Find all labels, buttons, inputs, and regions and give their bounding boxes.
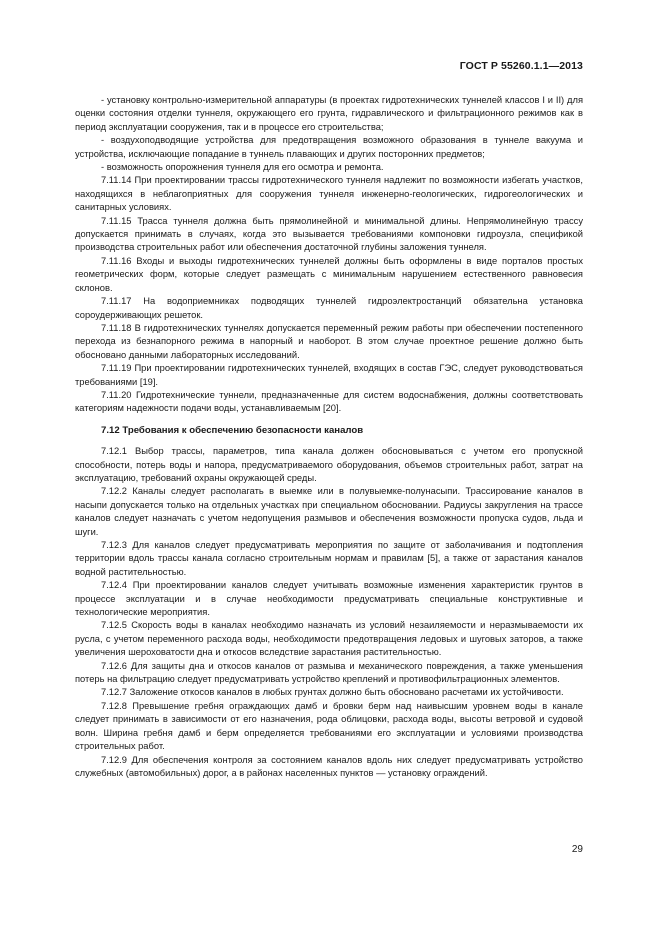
clause-7-11-19: 7.11.19 При проектировании гидротехнических туннелей, входящих в состав ГЭС, следует руководствоваться требованиями [19].	[75, 363, 583, 387]
clause-7-11-20: 7.11.20 Гидротехнические туннели, предназначенные для систем водоснабжения, должны соответствовать категориям надежности подачи воды, устанавливаемым [20].	[75, 389, 583, 414]
page-number: 29	[571, 844, 583, 855]
clause-7-12-3: 7.12.3 Для каналов следует предусматривать мероприятия по защите от заболачивания и подтопления территории вдоль трассы канала согласно строительным нормам и правилам [5], а также от зарастания каналов водной растительностью.	[75, 540, 583, 577]
clause-7-11-17: 7.11.17 На водоприемниках подводящих туннелей гидроэлектростанций обязательна установка сороудерживающих решеток.	[75, 296, 583, 320]
clause-7-12-7: 7.12.7 Заложение откосов каналов в любых грунтах должно быть обосновано расчетами их устойчивости.	[101, 687, 564, 698]
clause-7-12-1: 7.12.1 Выбор трассы, параметров, типа канала должен обосновываться с учетом его пропускной способности, потерь воды и напора, предусматриваемого оборудования, объемов строительных работ, затрат на эксплуатацию, требований охраны окружающей среды.	[75, 446, 583, 483]
section-heading: 7.12 Требования к обеспечению безопасности каналов	[101, 424, 364, 436]
clause-7-11-14: 7.11.14 При проектировании трассы гидротехнического туннеля надлежит по возможности избегать участков, находящихся в неблагоприятных для сооружения туннеля инженерно-геологических, гидрогеологических и санитарных условиях.	[75, 175, 583, 213]
clause-7-12-9: 7.12.9 Для обеспечения контроля за состоянием каналов вдоль них следует предусматривать устройство служебных (автомобильных) дорог, а в районах населенных пунктов — установку ограждений.	[75, 754, 583, 778]
clause-7-11-18: 7.11.18 В гидротехнических туннелях допускается переменный режим работы при обеспечении постепенного перехода из безнапорного режима в напорный и наоборот. В этом случае проектное решение должно быть обосновано данными лабораторных исследований.	[75, 322, 583, 360]
clause-7-11-15: 7.11.15 Трасса туннеля должна быть прямолинейной и минимальной длины. Непрямолинейную трассу допускается принимать в случаях, когда это вызывается требованиями компоновки гидроузла, спецификой производства строительных работ или обеспечения достаточной глубины заложения туннеля.	[75, 215, 583, 253]
clause-7-12-6: 7.12.6 Для защиты дна и откосов каналов от размыва и механического повреждения, а также уменьшения потерь на фильтрацию следует предусматривать устройство креплений и противофильтрационных элементов.	[75, 660, 583, 685]
list-item-air-supply: - воздухоподводящие устройства для предотвращения возможного образования в туннеле вакуума и устройства, исключающие попадание в туннель плавающих и других посторонних предметов;	[75, 135, 583, 159]
clause-7-12-5: 7.12.5 Скорость воды в каналах необходимо назначать из условий незаиляемости и неразмываемости их русла, с учетом переменного расхода воды, необходимости предотвращения ледовых и шуговых заторов, а также увеличения шероховатости дна и откосов вследствие зарастания растительностью.	[75, 620, 583, 658]
section-spacer	[75, 437, 583, 445]
clause-7-12-8: 7.12.8 Превышение гребня ограждающих дамб и бровки берм над наивысшим уровнем воды в канале следует принимать в зависимости от его назначения, рода облицовки, расхода воды, высоты ветровой и судовой волн. Ширина гребня дамб и берм определяется требованиями его эксплуатации и условиями производства строительных работ.	[75, 700, 583, 752]
clause-7-12-2: 7.12.2 Каналы следует располагать в выемке или в полувыемке-полунасыпи. Трассирование каналов в насыпи допускается только на отдельных участках при специальном обосновании. Радиусы закругления на трассе каналов следует назначать с учетом недопущения размывов и обеспечения возможности пропуска судов, льда и шуги.	[75, 486, 583, 537]
clause-7-12-4: 7.12.4 При проектировании каналов следует учитывать возможные изменения характеристик грунтов в процессе эксплуатации и в случае необходимости предусматривать специальные конструктивные и технологические мероприятия.	[75, 580, 583, 618]
section-spacer	[75, 416, 583, 424]
list-item-emptying: - возможность опорожнения туннеля для его осмотра и ремонта.	[101, 162, 384, 173]
list-item-instrumentation: - установку контрольно-измерительной аппаратуры (в проектах гидротехнических туннелей классов I и II) для оценки состояния отделки туннеля, окружающего его грунта, гидравлического и фильтрационного режимов как в период эксплуатации сооружения, так и в процессе его строительства;	[75, 95, 583, 132]
clause-7-11-16: 7.11.16 Входы и выходы гидротехнических туннелей должны быть оформлены в виде порталов простых геометрических форм, которые следует размещать с минимальным нарушением естественного равновесия склонов.	[75, 255, 583, 293]
document-header: ГОСТ Р 55260.1.1—2013	[459, 60, 583, 72]
document-body	[75, 94, 583, 780]
